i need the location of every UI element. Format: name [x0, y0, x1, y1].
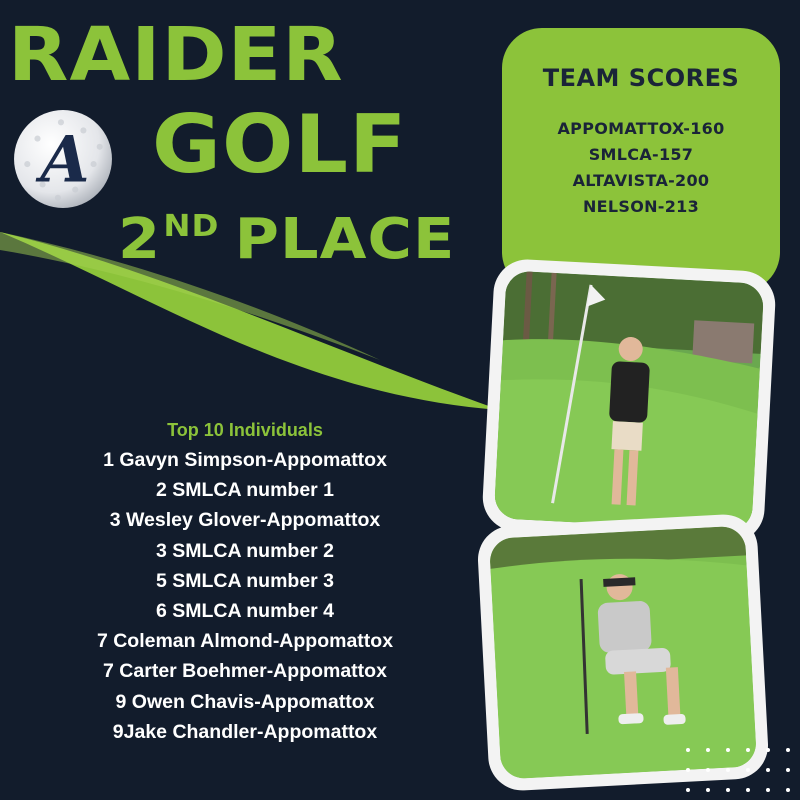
individual-entry: 7 Coleman Almond-Appomattox [96, 630, 394, 653]
logo-letter: A [40, 122, 90, 197]
decorative-dots [678, 740, 798, 800]
individual-entry: 5 SMLCA number 3 [155, 569, 335, 592]
title-2nd-place [118, 207, 456, 272]
team-score: NELSON-213 [582, 197, 700, 216]
title-golf: GOLF [152, 98, 408, 191]
place-suffix: ND [163, 209, 220, 244]
individual-entry: 1 Gavyn Simpson-Appomattox [103, 449, 387, 471]
team-score: SMLCA-157 [588, 145, 694, 164]
title-raider: RAIDER [8, 12, 344, 98]
top-individuals-list [30, 445, 460, 747]
individual-entry: 9Jake Chandler-Appomattox [112, 720, 378, 743]
top-individuals-section [30, 420, 460, 747]
individual-entry: 3 SMLCA number 2 [155, 539, 335, 562]
team-score: ALTAVISTA-200 [572, 171, 710, 190]
team-scores-heading: TEAM SCORES [542, 64, 740, 92]
photo-golfer-holding-flag [481, 258, 777, 544]
team-scores-panel [502, 28, 780, 292]
individual-entry: 2 SMLCA number 1 [155, 479, 335, 502]
team-score: APPOMATTOX-160 [557, 119, 725, 138]
golf-ball-icon [12, 108, 114, 210]
individual-entry: 6 SMLCA number 4 [155, 600, 335, 623]
individual-entry: 7 Carter Boehmer-Appomattox [103, 660, 387, 683]
team-scores-list [502, 116, 780, 220]
top-individuals-heading: Top 10 Individuals [167, 420, 323, 440]
individual-entry: 9 Owen Chavis-Appomattox [115, 690, 375, 713]
place-word: PLACE [234, 207, 456, 272]
individual-entry: 3 Wesley Glover-Appomattox [109, 509, 381, 532]
place-number: 2 [118, 207, 162, 272]
